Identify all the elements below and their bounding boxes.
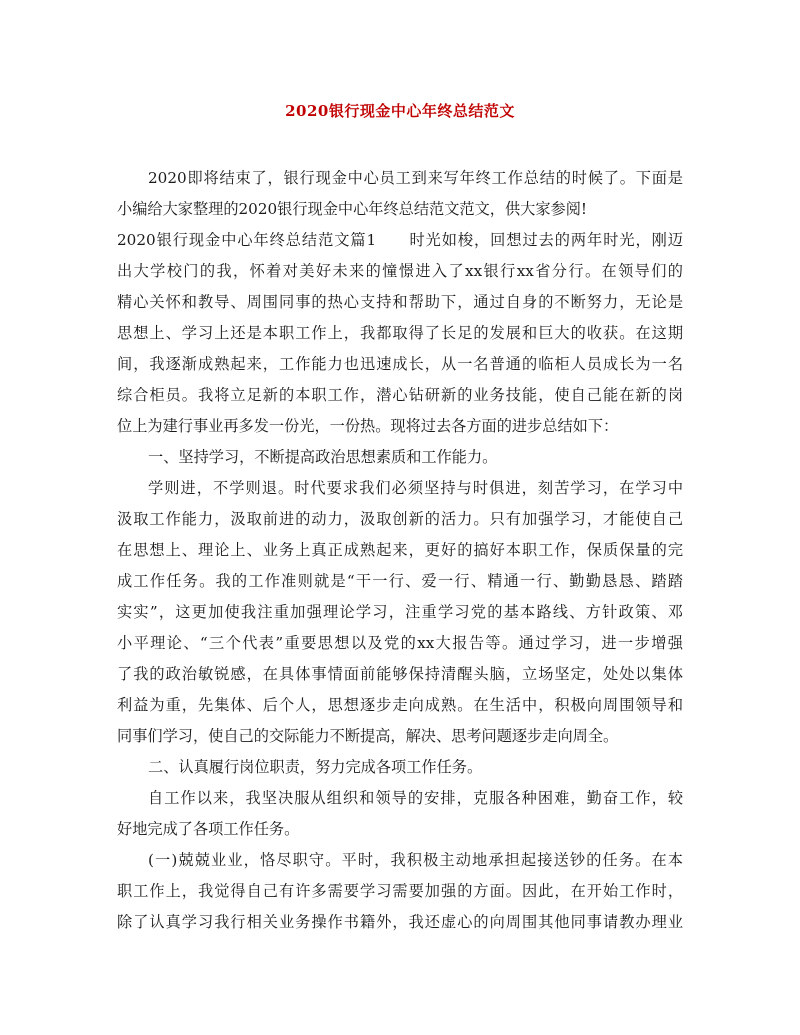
text-line: 汲取工作能力，汲取前进的动力，汲取创新的活力。只有加强学习，才能使自己 bbox=[117, 510, 683, 528]
text-line: 同事们学习，使自己的交际能力不断提高，解决、思考问题逐步走向周全。 bbox=[117, 727, 619, 745]
text-line: 职工作上，我觉得自己有许多需要学习需要加强的方面。因此，在开始工作时， bbox=[117, 882, 683, 900]
text-line: 除了认真学习我行相关业务操作书籍外，我还虚心的向周围其他同事请教办理业 bbox=[117, 913, 683, 931]
text-line: (一)兢兢业业，恪尽职守。平时，我积极主动地承担起接送钞的任务。在本 bbox=[148, 851, 683, 869]
text-line: 出大学校门的我，怀着对美好未来的憧憬进入了xx银行xx省分行。在领导们的 bbox=[117, 262, 683, 280]
text-line: 精心关怀和教导、周围同事的热心支持和帮助下，通过自身的不断努力，无论是 bbox=[117, 293, 683, 311]
text-line: 一、坚持学习，不断提高政治思想素质和工作能力。 bbox=[148, 448, 498, 466]
text-line: 好地完成了各项工作任务。 bbox=[117, 820, 300, 838]
text-line: 利益为重，先集体、后个人，思想逐步走向成熟。在生活中，积极向周围领导和 bbox=[117, 696, 683, 714]
text-line: 实实”，这更加使我注重加强理论学习，注重学习党的基本路线、方针政策、邓 bbox=[117, 603, 683, 621]
text-line: 了我的政治敏锐感，在具体事情面前能够保持清醒头脑，立场坚定，处处以集体 bbox=[117, 665, 683, 683]
text-line: 2020即将结束了，银行现金中心员工到来写年终工作总结的时候了。下面是 bbox=[148, 169, 683, 187]
document-title: 2020银行现金中心年终总结范文 bbox=[285, 102, 515, 120]
text-line: 成工作任务。我的工作准则就是“干一行、爱一行、精通一行、勤勤恳恳、踏踏 bbox=[117, 572, 683, 590]
text-line: 小编给大家整理的2020银行现金中心年终总结范文范文，供大家参阅! bbox=[117, 200, 588, 218]
document-body bbox=[117, 163, 683, 938]
text-line: 自工作以来，我坚决服从组织和领导的安排，克服各种困难，勤奋工作，较 bbox=[148, 789, 683, 807]
text-line: 在思想上、理论上、业务上真正成熟起来，更好的搞好本职工作，保质保量的完 bbox=[117, 541, 683, 559]
text-line: 思想上、学习上还是本职工作上，我都取得了长足的发展和巨大的收获。在这期 bbox=[117, 324, 683, 342]
text-line: 综合柜员。我将立足新的本职工作，潜心钻研新的业务技能，使自己能在新的岗 bbox=[117, 386, 683, 404]
text-line: 位上为建行事业再多发一份光，一份热。现将过去各方面的进步总结如下： bbox=[117, 417, 619, 435]
text-line: 学则进，不学则退。时代要求我们必须坚持与时俱进，刻苦学习，在学习中 bbox=[148, 479, 683, 497]
text-line: 二、认真履行岗位职责，努力完成各项工作任务。 bbox=[148, 758, 483, 776]
text-line: 小平理论、“三个代表”重要思想以及党的xx大报告等。通过学习，进一步增强 bbox=[117, 634, 683, 652]
text-line: 2020银行现金中心年终总结范文篇1 时光如梭，回想过去的两年时光，刚迈 bbox=[117, 231, 683, 249]
text-line: 间，我逐渐成熟起来，工作能力也迅速成长，从一名普通的临柜人员成长为一名 bbox=[117, 355, 683, 373]
